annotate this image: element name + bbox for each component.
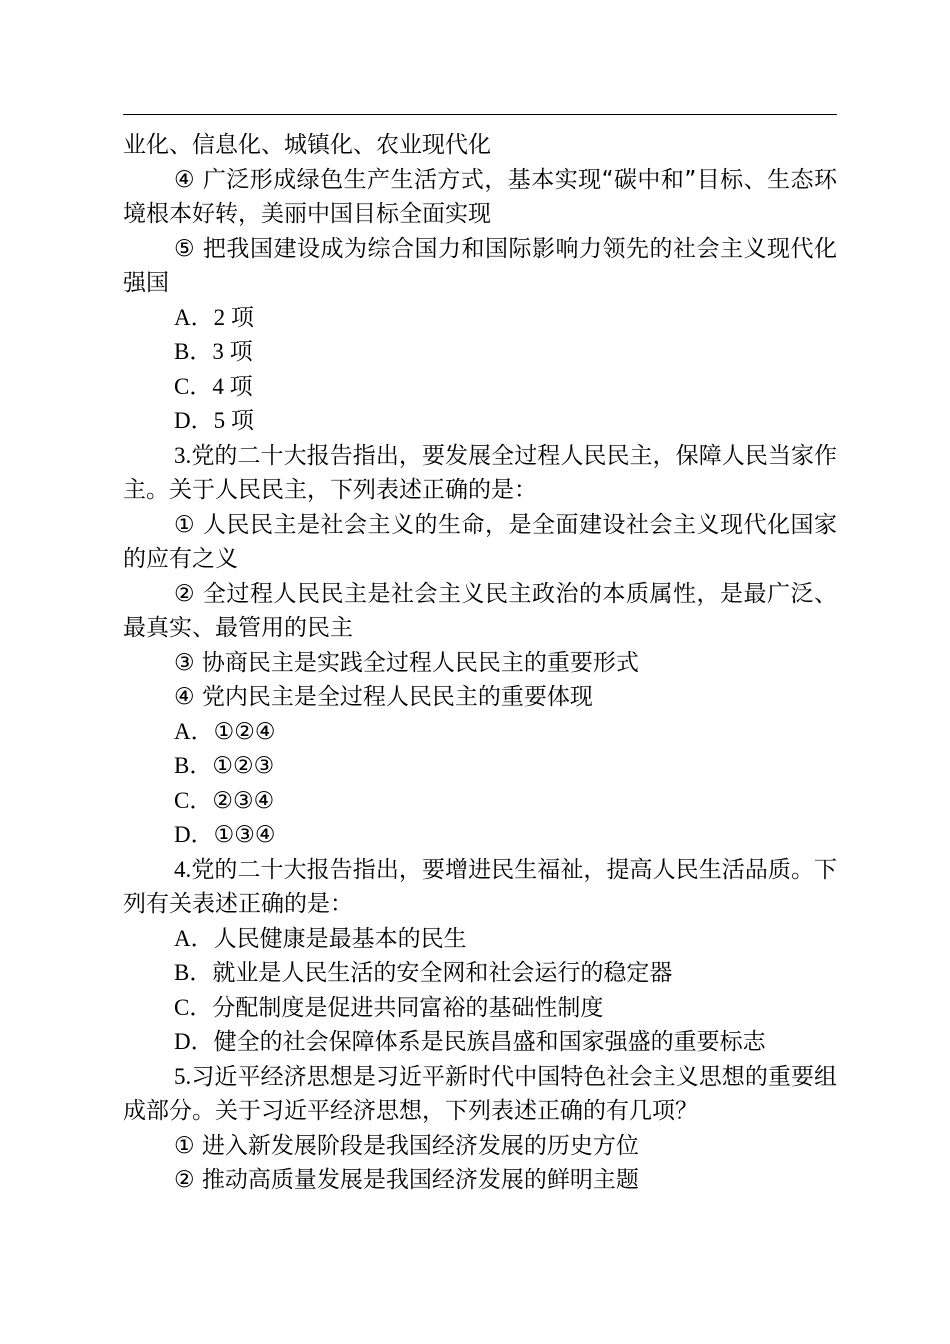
option-text: ①②④: [213, 718, 276, 745]
q3-option-d: [123, 818, 837, 853]
q3-item-4: ④ 党内民主是全过程人民民主的重要体现: [174, 684, 593, 710]
q2-option-a: [123, 301, 837, 336]
option-text: 就业是人民生活的安全网和社会运行的稳定器: [212, 960, 673, 986]
option-letter: A．: [174, 925, 214, 951]
option-letter: B．: [174, 960, 213, 985]
q2-option-c: [123, 370, 837, 405]
option-text: 健全的社会保障体系是民族昌盛和国家强盛的重要标志: [213, 1029, 766, 1055]
option-text: 2 项: [213, 304, 254, 330]
option-text: 5 项: [213, 408, 254, 433]
question-5-stem: [123, 1060, 837, 1129]
option-text: 人民健康是最基本的民生: [213, 925, 467, 952]
option-letter: D．: [174, 1029, 214, 1054]
option-text: ①②③: [212, 753, 275, 779]
q4-option-c: [123, 991, 837, 1026]
option-letter: D．: [174, 822, 214, 847]
option-letter: A．: [174, 718, 214, 744]
question-4-stem: [123, 853, 837, 922]
question-3-stem: [123, 439, 837, 508]
option-letter: B．: [174, 339, 213, 364]
question-text: 党的二十大报告指出，要增进民生福祉，提高人民生活品质。下列有关表述正确的是：: [123, 856, 837, 917]
q3-item-3: ③ 协商民主是实践全过程人民民主的重要形式: [174, 649, 639, 676]
q3-option-a: [123, 715, 837, 750]
option-text: ①③④: [213, 822, 276, 848]
question-text: 党的二十大报告指出，要发展全过程人民民主，保障人民当家作主。关于人民民主，下列表述正确的是：: [123, 442, 837, 503]
q2-item-4: ④ 广泛形成绿色生产生活方式，基本实现“碳中和”目标、生态环境根本好转，美丽中国目标全面实现: [123, 166, 837, 227]
q3-option-b: [123, 749, 837, 784]
option-text: 分配制度是促进共同富裕的基础性制度: [212, 994, 604, 1021]
q2-item-5: ⑤ 把我国建设成为综合国力和国际影响力领先的社会主义现代化强国: [123, 235, 837, 296]
option-letter: C．: [174, 994, 213, 1020]
question-number: 5.: [174, 1063, 192, 1089]
option-text: 3 项: [212, 339, 253, 364]
option-letter: A．: [174, 304, 214, 330]
option-letter: B．: [174, 753, 213, 778]
question-number: 3.: [174, 442, 192, 468]
q2-option-d: [123, 404, 837, 439]
header-rule: [123, 114, 837, 115]
q5-item-1: ① 进入新发展阶段是我国经济发展的历史方位: [174, 1132, 639, 1159]
q4-option-a: [123, 922, 837, 957]
continued-line: 业化、信息化、城镇化、农业现代化: [123, 132, 491, 158]
q2-option-b: [123, 335, 837, 370]
q3-item-2: ② 全过程人民民主是社会主义民主政治的本质属性，是最广泛、最真实、最管用的民主: [123, 580, 837, 641]
option-text: ②③④: [212, 787, 275, 814]
document-body: [123, 128, 837, 1198]
option-letter: D．: [174, 408, 214, 433]
question-number: 4.: [174, 856, 192, 882]
q4-option-b: [123, 956, 837, 991]
option-letter: C．: [174, 787, 213, 813]
option-text: 4 项: [212, 373, 253, 399]
q4-option-d: [123, 1025, 837, 1060]
q5-item-2: ② 推动高质量发展是我国经济发展的鲜明主题: [174, 1167, 639, 1193]
q3-option-c: [123, 784, 837, 819]
question-text: 习近平经济思想是习近平新时代中国特色社会主义思想的重要组成部分。关于习近平经济思想，下列表述正确的有几项？: [123, 1063, 837, 1124]
option-letter: C．: [174, 373, 213, 399]
q3-item-1: ① 人民民主是社会主义的生命，是全面建设社会主义现代化国家的应有之义: [123, 511, 837, 572]
